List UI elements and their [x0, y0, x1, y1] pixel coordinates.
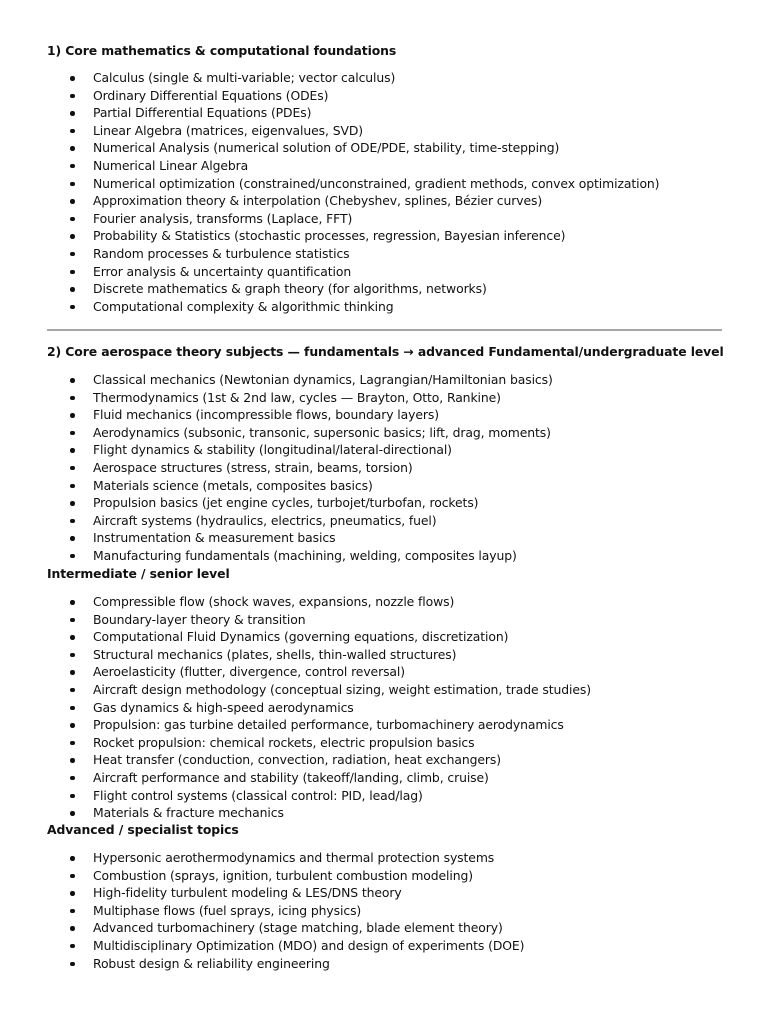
list-item-text: Ordinary Differential Equations (ODEs) — [93, 87, 329, 103]
list-item — [47, 663, 591, 681]
bullet-icon — [70, 554, 75, 559]
bullet-icon — [70, 741, 75, 746]
list-item-text: Aerospace structures (stress, strain, beams, torsion) — [93, 459, 413, 475]
list-item — [47, 751, 591, 769]
list-item — [47, 529, 553, 547]
list-item-text: Aircraft performance and stability (takeoff/landing, climb, cruise) — [93, 769, 489, 785]
list-item-text: High-fidelity turbulent modeling & LES/DNS theory — [93, 885, 402, 901]
bullet-icon — [70, 776, 75, 781]
list-item-text: Fourier analysis, transforms (Laplace, FFT) — [93, 210, 353, 226]
list-item — [47, 69, 659, 87]
list-item — [47, 919, 524, 937]
list-item-text: Thermodynamics (1st & 2nd law, cycles — Brayton, Otto, Rankine) — [93, 389, 501, 405]
bullet-icon — [70, 146, 75, 151]
bullet-icon — [70, 519, 75, 524]
bullet-icon — [70, 600, 75, 605]
list-item-text: Robust design & reliability engineering — [93, 955, 330, 971]
list-item — [47, 494, 553, 512]
list-item — [47, 769, 591, 787]
list-item — [47, 734, 591, 752]
bullet-icon — [70, 653, 75, 658]
list-item-text: Partial Differential Equations (PDEs) — [93, 105, 312, 121]
list-item-text: Materials & fracture mechanics — [93, 805, 284, 821]
bullet-icon — [70, 448, 75, 453]
list-item-text: Computational complexity & algorithmic thinking — [93, 298, 394, 314]
section-divider — [47, 329, 722, 331]
list-item-text: Fluid mechanics (incompressible flows, boundary layers) — [93, 407, 439, 423]
list-item — [47, 389, 553, 407]
list-item — [47, 298, 659, 316]
bullet-icon — [70, 706, 75, 711]
list-item-text: Computational Fluid Dynamics (governing equations, discretization) — [93, 629, 509, 645]
list-item — [47, 424, 553, 442]
section-1-list — [47, 69, 659, 315]
list-item-text: Propulsion: gas turbine detailed performance, turbomachinery aerodynamics — [93, 717, 564, 733]
list-item-text: Aircraft systems (hydraulics, electrics, pneumatics, fuel) — [93, 512, 437, 528]
bullet-icon — [70, 856, 75, 861]
list-item-text: Manufacturing fundamentals (machining, welding, composites layup) — [93, 547, 517, 563]
list-item — [47, 280, 659, 298]
list-item-text: Hypersonic aerothermodynamics and thermal protection systems — [93, 850, 495, 865]
bullet-icon — [70, 484, 75, 489]
list-item — [47, 628, 591, 646]
list-item-text: Linear Algebra (matrices, eigenvalues, SVD) — [93, 122, 364, 138]
list-item-text: Aircraft design methodology (conceptual sizing, weight estimation, trade studies) — [93, 681, 591, 697]
bullet-icon — [70, 111, 75, 116]
list-item — [47, 804, 591, 822]
list-item — [47, 104, 659, 122]
bullet-icon — [70, 618, 75, 623]
list-item — [47, 646, 591, 664]
bullet-icon — [70, 466, 75, 471]
list-item — [47, 227, 659, 245]
bullet-icon — [70, 199, 75, 204]
list-item-text: Numerical Linear Algebra — [93, 157, 249, 173]
bullet-icon — [70, 76, 75, 81]
list-item-text: Probability & Statistics (stochastic processes, regression, Bayesian inference) — [93, 228, 566, 244]
list-item — [47, 245, 659, 263]
list-item — [47, 210, 659, 228]
list-item — [47, 787, 591, 805]
list-item-text: Aeroelasticity (flutter, divergence, control reversal) — [93, 664, 405, 680]
bullet-icon — [70, 182, 75, 187]
list-item-text: Rocket propulsion: chemical rockets, electric propulsion basics — [93, 734, 475, 750]
bullet-icon — [70, 635, 75, 640]
list-item — [47, 263, 659, 281]
advanced-list — [47, 849, 524, 972]
list-item-text: Gas dynamics & high-speed aerodynamics — [93, 699, 354, 715]
section-2-list — [47, 371, 553, 565]
list-item — [47, 593, 591, 611]
section-1-heading: 1) Core mathematics & computational foundations — [47, 43, 397, 58]
bullet-icon — [70, 874, 75, 879]
list-item — [47, 459, 553, 477]
list-item — [47, 716, 591, 734]
list-item — [47, 441, 553, 459]
bullet-icon — [70, 794, 75, 799]
bullet-icon — [70, 811, 75, 816]
list-item-text: Combustion (sprays, ignition, turbulent combustion modeling) — [93, 867, 473, 883]
list-item — [47, 955, 524, 973]
bullet-icon — [70, 723, 75, 728]
bullet-icon — [70, 287, 75, 292]
intermediate-heading: Intermediate / senior level — [47, 566, 230, 581]
bullet-icon — [70, 431, 75, 436]
bullet-icon — [70, 501, 75, 506]
list-item — [47, 699, 591, 717]
bullet-icon — [70, 129, 75, 134]
list-item — [47, 512, 553, 530]
list-item-text: Multiphase flows (fuel sprays, icing physics) — [93, 902, 362, 918]
list-item-text: Flight control systems (classical control: PID, lead/lag) — [93, 787, 423, 803]
bullet-icon — [70, 217, 75, 222]
bullet-icon — [70, 926, 75, 931]
list-item-text: Propulsion basics (jet engine cycles, turbojet/turbofan, rockets) — [93, 495, 479, 511]
intermediate-list — [47, 593, 591, 822]
list-item-text: Compressible flow (shock waves, expansions, nozzle flows) — [93, 594, 455, 609]
list-item-text: Flight dynamics & stability (longitudinal/lateral-directional) — [93, 442, 452, 458]
list-item-text: Calculus (single & multi-variable; vector calculus) — [93, 70, 396, 85]
list-item-text: Numerical optimization (constrained/unconstrained, gradient methods, convex optimization) — [93, 175, 660, 191]
bullet-icon — [70, 413, 75, 418]
list-item — [47, 406, 553, 424]
bullet-icon — [70, 944, 75, 949]
bullet-icon — [70, 909, 75, 914]
bullet-icon — [70, 758, 75, 763]
list-item — [47, 849, 524, 867]
list-item — [47, 175, 659, 193]
list-item-text: Advanced turbomachinery (stage matching, blade element theory) — [93, 920, 503, 936]
bullet-icon — [70, 252, 75, 257]
bullet-icon — [70, 891, 75, 896]
list-item — [47, 371, 553, 389]
list-item-text: Random processes & turbulence statistics — [93, 245, 350, 261]
list-item-text: Structural mechanics (plates, shells, thin-walled structures) — [93, 646, 457, 662]
bullet-icon — [70, 270, 75, 275]
list-item-text: Aerodynamics (subsonic, transonic, supersonic basics; lift, drag, moments) — [93, 424, 551, 440]
list-item — [47, 139, 659, 157]
bullet-icon — [70, 688, 75, 693]
section-2-heading: 2) Core aerospace theory subjects — fundamentals → advanced Fundamental/undergraduate level — [47, 344, 724, 359]
bullet-icon — [70, 962, 75, 967]
list-item — [47, 681, 591, 699]
list-item-text: Error analysis & uncertainty quantification — [93, 263, 352, 279]
list-item-text: Boundary-layer theory & transition — [93, 611, 306, 627]
list-item — [47, 867, 524, 885]
list-item — [47, 547, 553, 565]
bullet-icon — [70, 536, 75, 541]
list-item-text: Heat transfer (conduction, convection, radiation, heat exchangers) — [93, 752, 502, 768]
bullet-icon — [70, 164, 75, 169]
list-item — [47, 884, 524, 902]
list-item — [47, 192, 659, 210]
list-item — [47, 902, 524, 920]
list-item-text: Discrete mathematics & graph theory (for algorithms, networks) — [93, 281, 487, 297]
list-item-text: Classical mechanics (Newtonian dynamics, Lagrangian/Hamiltonian basics) — [93, 372, 553, 387]
advanced-heading: Advanced / specialist topics — [47, 822, 239, 837]
list-item-text: Materials science (metals, composites basics) — [93, 477, 373, 493]
list-item — [47, 157, 659, 175]
list-item-text: Instrumentation & measurement basics — [93, 530, 336, 546]
bullet-icon — [70, 670, 75, 675]
bullet-icon — [70, 305, 75, 310]
list-item-text: Numerical Analysis (numerical solution of ODE/PDE, stability, time-stepping) — [93, 140, 560, 156]
list-item — [47, 122, 659, 140]
list-item-text: Approximation theory & interpolation (Chebyshev, splines, Bézier curves) — [93, 193, 543, 209]
bullet-icon — [70, 94, 75, 99]
list-item — [47, 937, 524, 955]
list-item — [47, 477, 553, 495]
bullet-icon — [70, 396, 75, 401]
list-item — [47, 87, 659, 105]
bullet-icon — [70, 378, 75, 383]
bullet-icon — [70, 234, 75, 239]
list-item — [47, 611, 591, 629]
list-item-text: Multidisciplinary Optimization (MDO) and design of experiments (DOE) — [93, 937, 525, 953]
